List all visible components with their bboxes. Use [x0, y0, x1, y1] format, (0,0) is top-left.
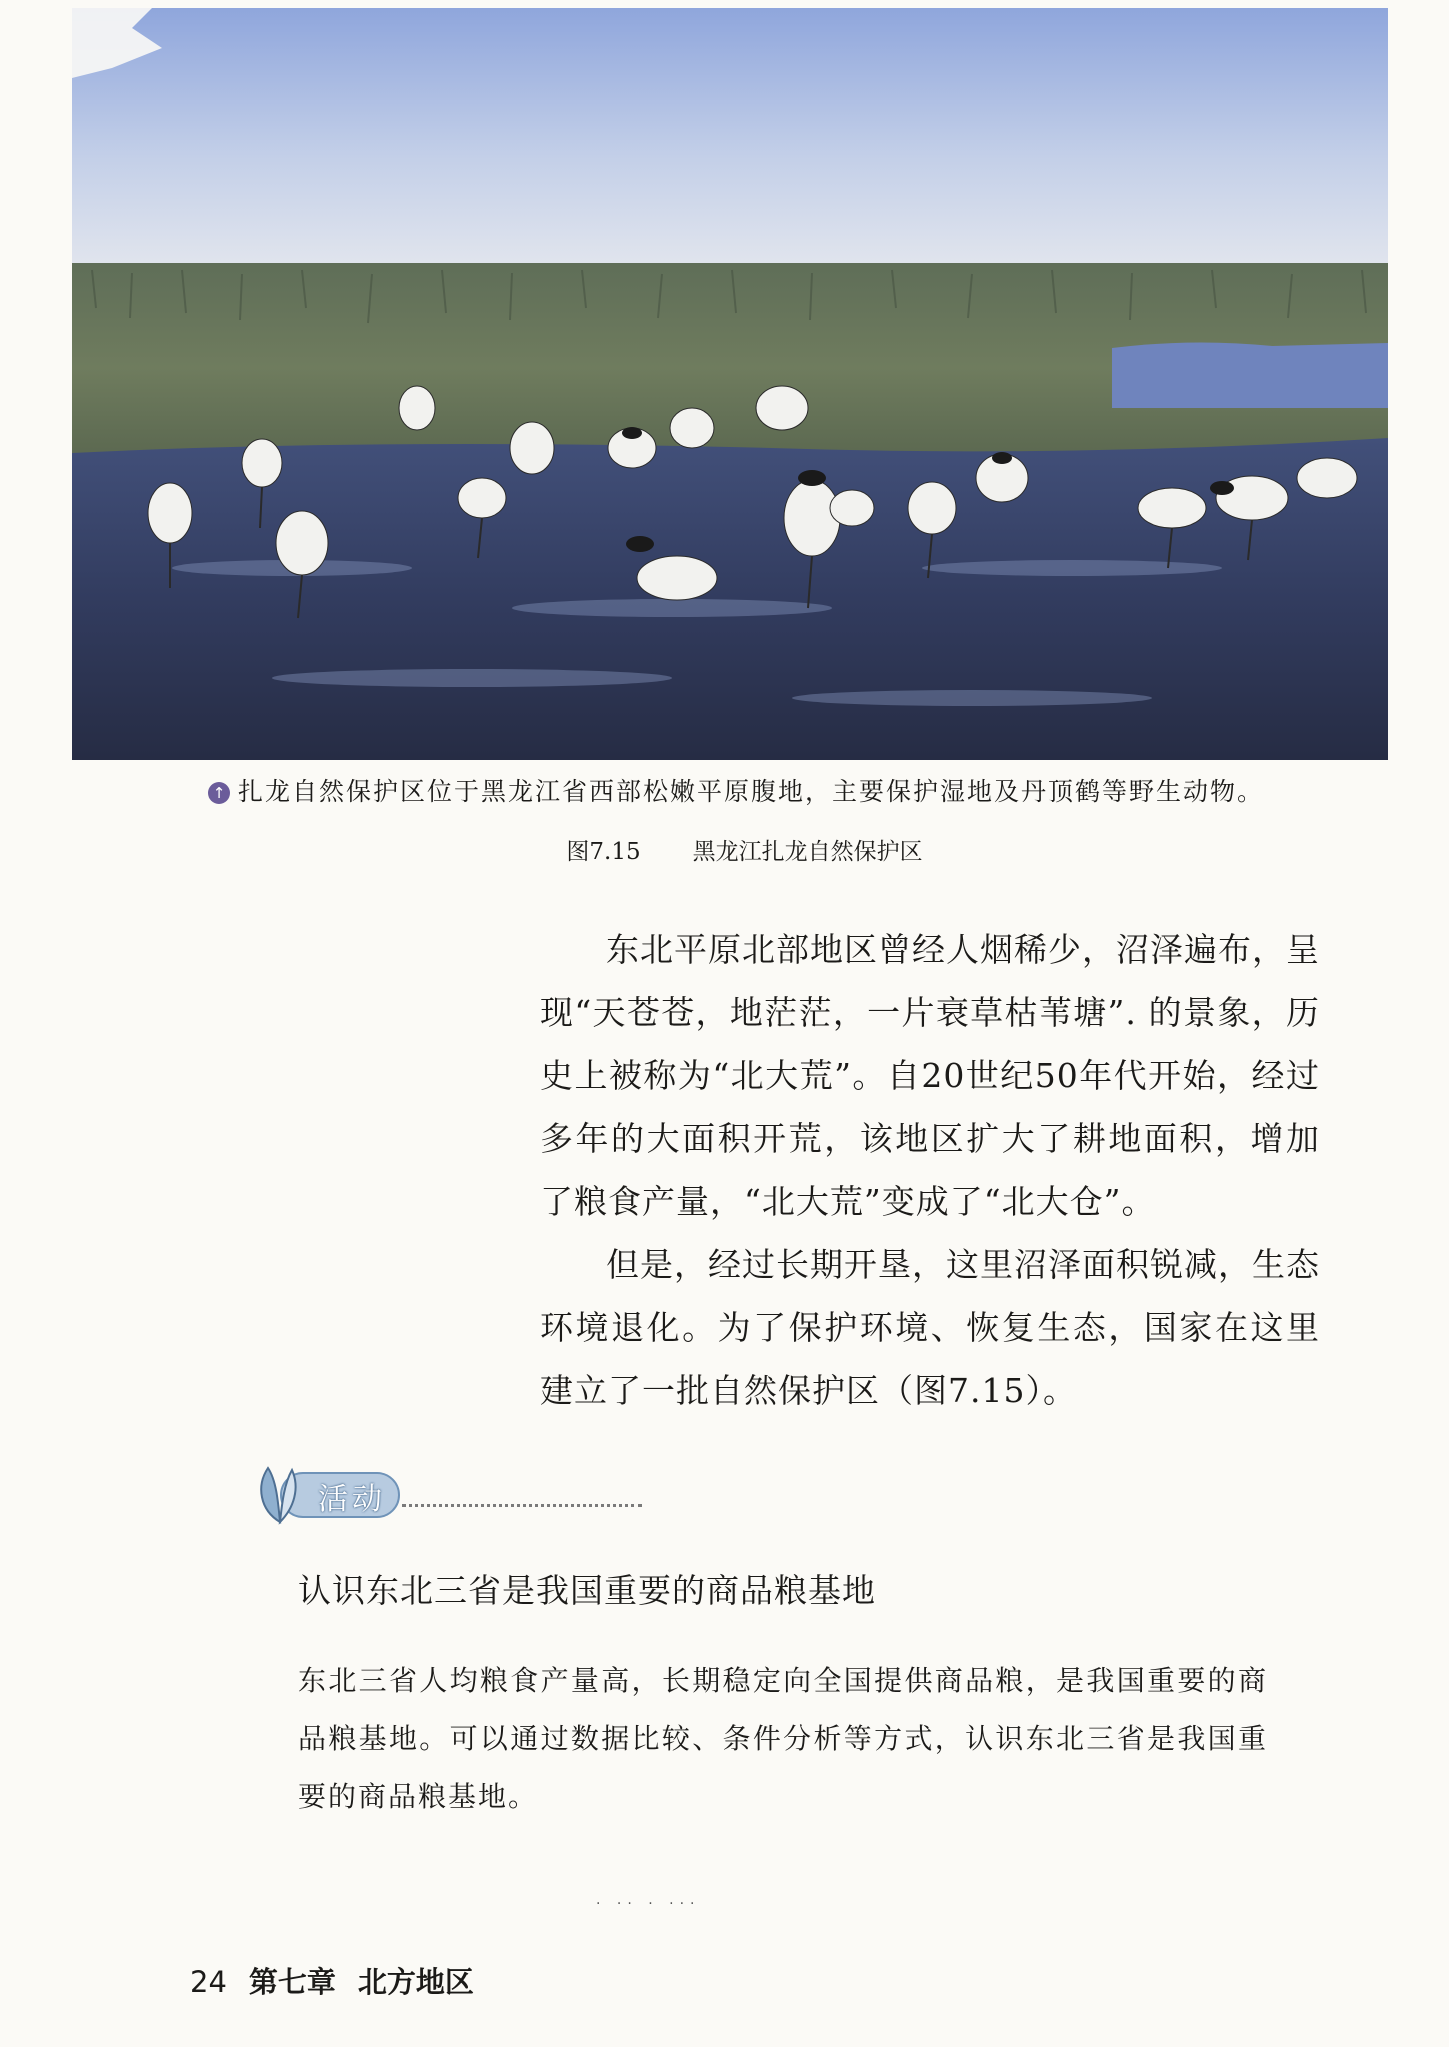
page-number: 24: [190, 1965, 227, 1999]
activity-text: [298, 1652, 1268, 1826]
figure-caption: [208, 772, 1348, 808]
up-arrow-circle-icon: ↑: [208, 782, 230, 804]
print-marks: · ·· · ···: [596, 1896, 701, 1912]
activity-header: [250, 1460, 650, 1530]
dotted-divider: [402, 1504, 642, 1507]
figure-title: [0, 833, 1449, 866]
paragraph: 东北平原北部地区曾经人烟稀少，沼泽遍布，呈现“天苍苍，地茫茫，一片衰草枯苇塘”. 的景象，历史上被称为“北大荒”。自20世纪50年代开始，经过多年的大面积开荒，该地区扩大了耕地面积，增加了粮食产量，“北大荒”变成了“北大仓”。: [540, 930, 1320, 1221]
caption-text: 扎龙自然保护区位于黑龙江省西部松嫩平原腹地，主要保护湿地及丹顶鹤等野生动物。: [238, 777, 1265, 806]
activity-title: 认识东北三省是我国重要的商品粮基地: [298, 1571, 876, 1610]
section-label: 北方地区: [357, 1965, 474, 1999]
wetland-crane-photo: [72, 8, 1388, 760]
figure-number: 图7.15: [566, 839, 641, 865]
activity-paragraph: 东北三省人均粮食产量高，长期稳定向全国提供商品粮，是我国重要的商品粮基地。可以通过数据比较、条件分析等方式，认识东北三省是我国重要的商品粮基地。: [298, 1664, 1268, 1813]
chapter-label: 第七章: [248, 1965, 336, 1999]
page-footer: [190, 1960, 474, 2001]
body-text: [540, 918, 1320, 1422]
activity-leaf-icon: [250, 1460, 310, 1528]
figure-title-text: 黑龙江扎龙自然保护区: [692, 839, 923, 865]
paragraph: 但是，经过长期开垦，这里沼泽面积锐减，生态环境退化。为了保护环境、恢复生态，国家在这里建立了一批自然保护区（图7.15）。: [540, 1245, 1320, 1410]
activity-label: 活动: [318, 1482, 386, 1517]
